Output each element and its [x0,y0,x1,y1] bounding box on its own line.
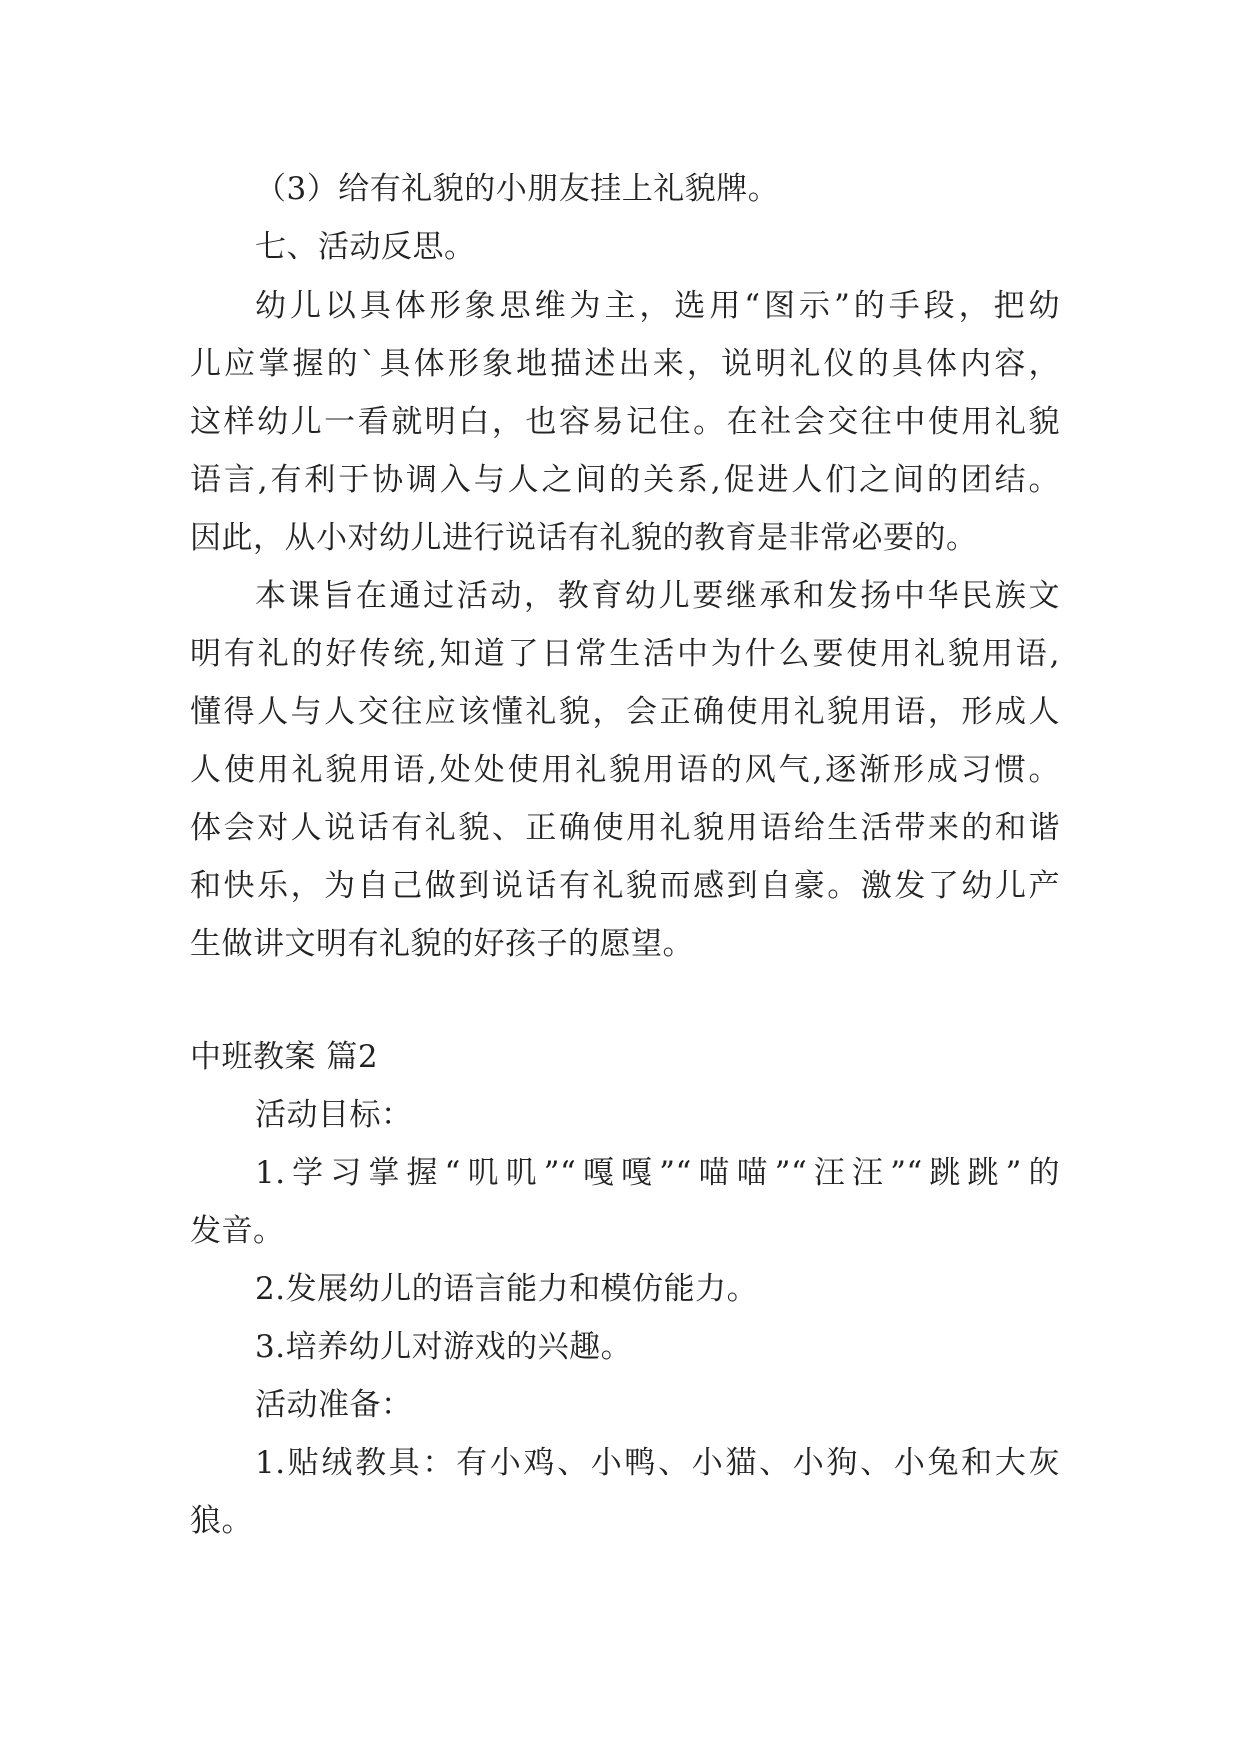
list-item-2: 2.发展幼儿的语言能力和模仿能力。 [255,1271,759,1307]
paragraph-line: 人使用礼貌用语,处处使用礼貌用语的风气,逐渐形成习惯。 [190,752,1060,788]
list-item-3: 3.培养幼儿对游戏的兴趣。 [255,1329,633,1365]
subheading-activity-preparation: 活动准备： [255,1387,413,1423]
paragraph-line: 明有礼的好传统,知道了日常生活中为什么要使用礼貌用语, [190,636,1060,672]
paragraph-line: 懂得人与人交往应该懂礼貌，会正确使用礼貌用语，形成人 [190,694,1060,730]
list-item-3-line: （3）给有礼貌的小朋友挂上礼貌牌。 [255,171,780,207]
paragraph-line: 幼儿以具体形象思维为主，选用“图示”的手段，把幼 [255,288,1060,324]
paragraph-line: 儿应掌握的`具体形象地描述出来，说明礼仪的具体内容， [190,346,1060,382]
section-heading-reflection: 七、活动反思。 [255,229,476,265]
section-title: 中班教案 篇2 [190,1039,379,1075]
list-item-1-continued: 发音。 [190,1213,285,1249]
subheading-activity-goals: 活动目标： [255,1097,413,1133]
paragraph-line: 这样幼儿一看就明白，也容易记住。在社会交往中使用礼貌 [190,404,1060,440]
paragraph-line: 因此，从小对幼儿进行说话有礼貌的教育是非常必要的。 [190,520,978,556]
paragraph-line: 和快乐，为自己做到说话有礼貌而感到自豪。激发了幼儿产 [190,868,1060,904]
paragraph-line: 本课旨在通过活动，教育幼儿要继承和发扬中华民族文 [255,578,1060,614]
prep-item-1: 1.贴绒教具：有小鸡、小鸭、小猫、小狗、小兔和大灰 [255,1445,1060,1481]
paragraph-line: 体会对人说话有礼貌、正确使用礼貌用语给生活带来的和谐 [190,810,1060,846]
list-item-1: 1.学习掌握“叽叽”“嘎嘎”“喵喵”“汪汪”“跳跳”的 [255,1155,1060,1191]
prep-item-1-continued: 狼。 [190,1503,253,1539]
paragraph-line: 语言,有利于协调入与人之间的关系,促进人们之间的团结。 [190,462,1060,498]
paragraph-line: 生做讲文明有礼貌的好孩子的愿望。 [190,926,694,962]
